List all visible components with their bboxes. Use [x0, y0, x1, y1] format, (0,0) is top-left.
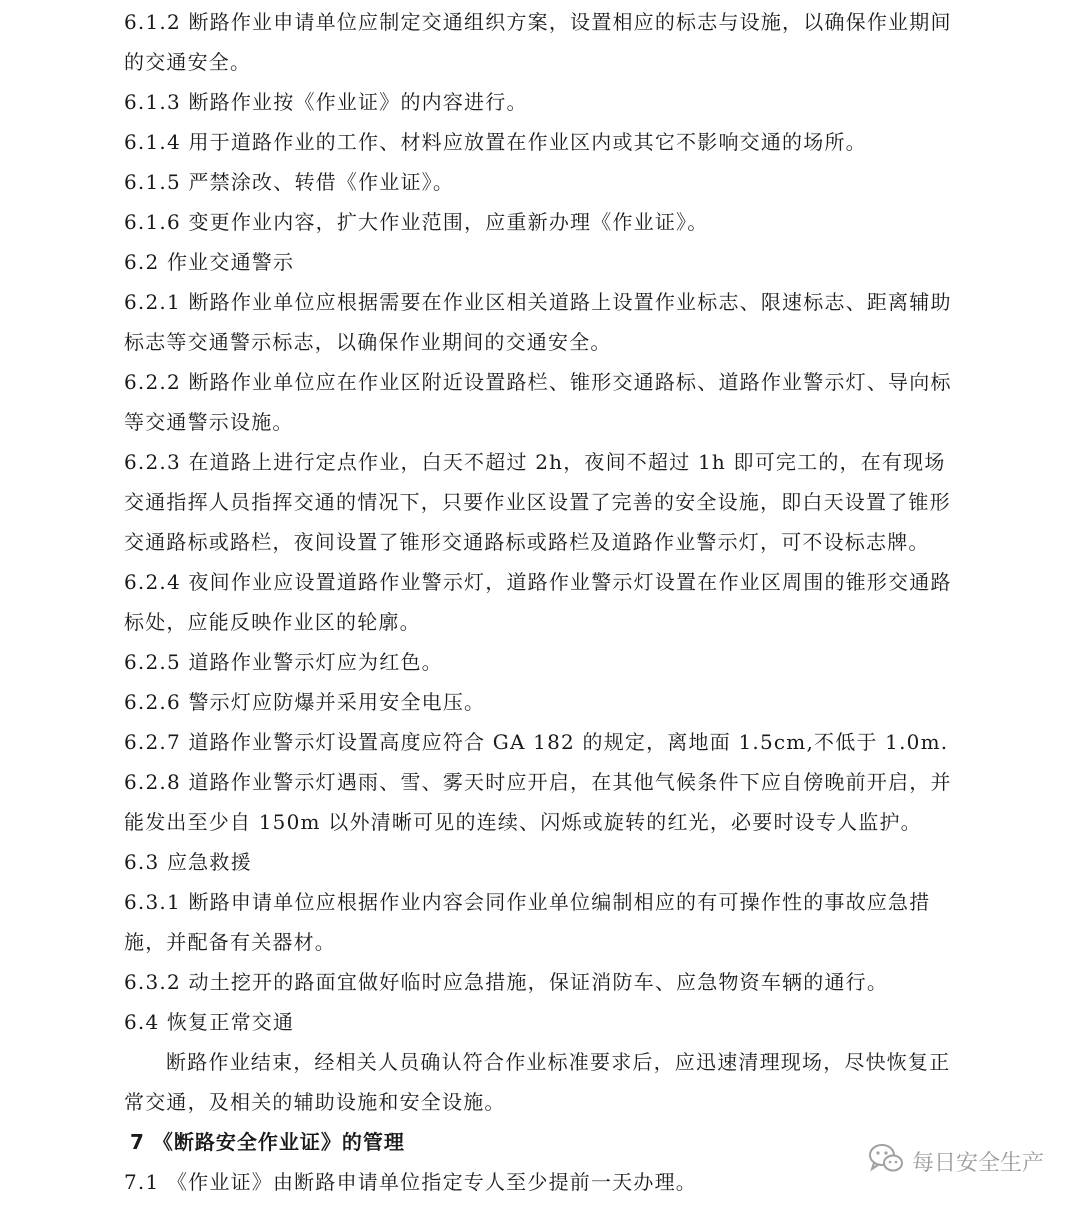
paragraph-6-2-8: 6.2.8 道路作业警示灯遇雨、雪、雾天时应开启，在其他气候条件下应自傍晚前开启，并能发出至少自 150m 以外清晰可见的连续、闪烁或旋转的红光，必要时设专人监护。	[124, 770, 952, 834]
section-6-3-heading: 6.3 应急救援	[124, 850, 252, 874]
section-6-4-heading: 6.4 恢复正常交通	[124, 1010, 295, 1034]
paragraph-6-4-body: 断路作业结束，经相关人员确认符合作业标准要求后，应迅速清理现场，尽快恢复正常交通，及相关的辅助设施和安全设施。	[124, 1050, 951, 1114]
paragraph-6-1-3: 6.1.3 断路作业按《作业证》的内容进行。	[124, 90, 528, 114]
paragraph-6-1-6: 6.1.6 变更作业内容，扩大作业范围，应重新办理《作业证》。	[124, 210, 709, 234]
section-7-heading: 7 《断路安全作业证》的管理	[130, 1130, 405, 1154]
section-6-2-heading: 6.2 作业交通警示	[124, 250, 295, 274]
paragraph-6-2-4: 6.2.4 夜间作业应设置道路作业警示灯，道路作业警示灯设置在作业区周围的锥形交通路标处，应能反映作业区的轮廓。	[124, 570, 952, 634]
paragraph-6-2-7: 6.2.7 道路作业警示灯设置高度应符合 GA 182 的规定，离地面 1.5cm,不低于 1.0m.	[124, 730, 949, 754]
paragraph-6-2-3: 6.2.3 在道路上进行定点作业，白天不超过 2h，夜间不超过 1h 即可完工的，在有现场交通指挥人员指挥交通的情况下，只要作业区设置了完善的安全设施，即白天设置了锥形交通路标或路栏，夜间设置了锥形交通路标或路栏及道路作业警示灯，可不设标志牌。	[124, 450, 951, 554]
paragraph-6-3-1: 6.3.1 断路申请单位应根据作业内容会同作业单位编制相应的有可操作性的事故应急措施，并配备有关器材。	[124, 890, 931, 954]
paragraph-7-1: 7.1 《作业证》由断路申请单位指定专人至少提前一天办理。	[124, 1170, 697, 1194]
paragraph-6-2-6: 6.2.6 警示灯应防爆并采用安全电压。	[124, 690, 486, 714]
watermark-text: 每日安全生产	[911, 1150, 1044, 1176]
paragraph-6-2-5: 6.2.5 道路作业警示灯应为红色。	[124, 650, 443, 674]
paragraph-6-1-2: 6.1.2 断路作业申请单位应制定交通组织方案，设置相应的标志与设施，以确保作业期间的交通安全。	[124, 10, 952, 74]
wechat-icon	[868, 1142, 904, 1180]
paragraph-6-1-4: 6.1.4 用于道路作业的工作、材料应放置在作业区内或其它不影响交通的场所。	[124, 130, 867, 154]
paragraph-6-2-2: 6.2.2 断路作业单位应在作业区附近设置路栏、锥形交通路标、道路作业警示灯、导向标等交通警示设施。	[124, 370, 952, 434]
watermark	[868, 1142, 1044, 1180]
paragraph-6-2-1: 6.2.1 断路作业单位应根据需要在作业区相关道路上设置作业标志、限速标志、距离辅助标志等交通警示标志，以确保作业期间的交通安全。	[124, 290, 952, 354]
paragraph-6-1-5: 6.1.5 严禁涂改、转借《作业证》。	[124, 170, 455, 194]
paragraph-6-3-2: 6.3.2 动土挖开的路面宜做好临时应急措施，保证消防车、应急物资车辆的通行。	[124, 970, 889, 994]
